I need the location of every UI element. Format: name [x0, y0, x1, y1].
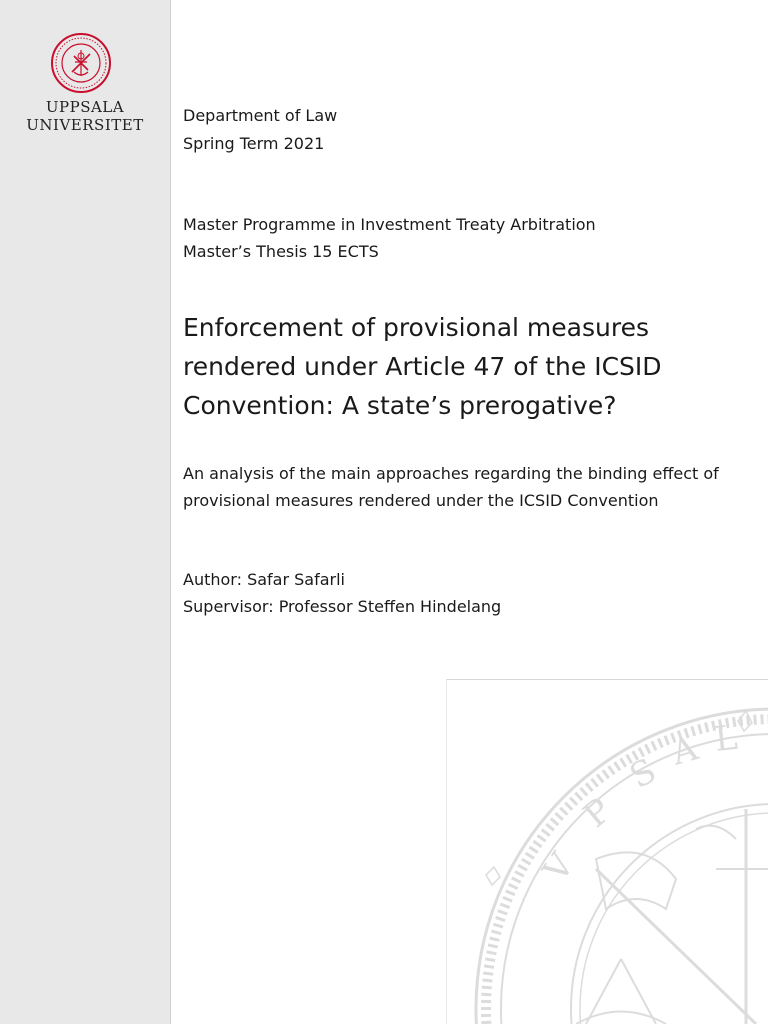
watermark-letter-s: S — [623, 750, 663, 797]
watermark-letter-v: V — [535, 846, 583, 890]
watermark-letter-a: A — [667, 728, 703, 774]
author: Author: Safar Safarli — [183, 570, 345, 589]
watermark-top-border — [446, 679, 768, 680]
thesis-credits: Master’s Thesis 15 ECTS — [183, 242, 379, 261]
uppsala-seal-watermark-icon — [446, 679, 768, 1024]
watermark-letter-l: L — [712, 717, 740, 760]
thesis-title — [183, 308, 758, 425]
thesis-title-line-3: Convention: A state’s prerogative? — [183, 391, 617, 420]
thesis-subtitle-line-1: An analysis of the main approaches regarding the binding effect of — [183, 464, 719, 483]
department: Department of Law — [183, 106, 338, 125]
supervisor: Supervisor: Professor Steffen Hindelang — [183, 597, 502, 616]
seal-watermark — [446, 679, 768, 1024]
watermark-letter-p: P — [576, 790, 620, 836]
watermark-left-border — [446, 679, 447, 1024]
thesis-subtitle — [183, 460, 758, 514]
term: Spring Term 2021 — [183, 134, 325, 153]
thesis-subtitle-line-2: provisional measures rendered under the ICSID Convention — [183, 491, 659, 510]
uppsala-seal-icon — [50, 32, 112, 94]
university-name-line-1: UPPSALA — [45, 98, 125, 116]
thesis-title-line-1: Enforcement of provisional measures — [183, 313, 649, 342]
university-name-line-2: UNIVERSITET — [26, 116, 144, 134]
programme-name: Master Programme in Investment Treaty Arbitration — [183, 215, 596, 234]
thesis-title-line-2: rendered under Article 47 of the ICSID — [183, 352, 662, 381]
university-name — [0, 98, 170, 134]
sidebar — [0, 0, 171, 1024]
